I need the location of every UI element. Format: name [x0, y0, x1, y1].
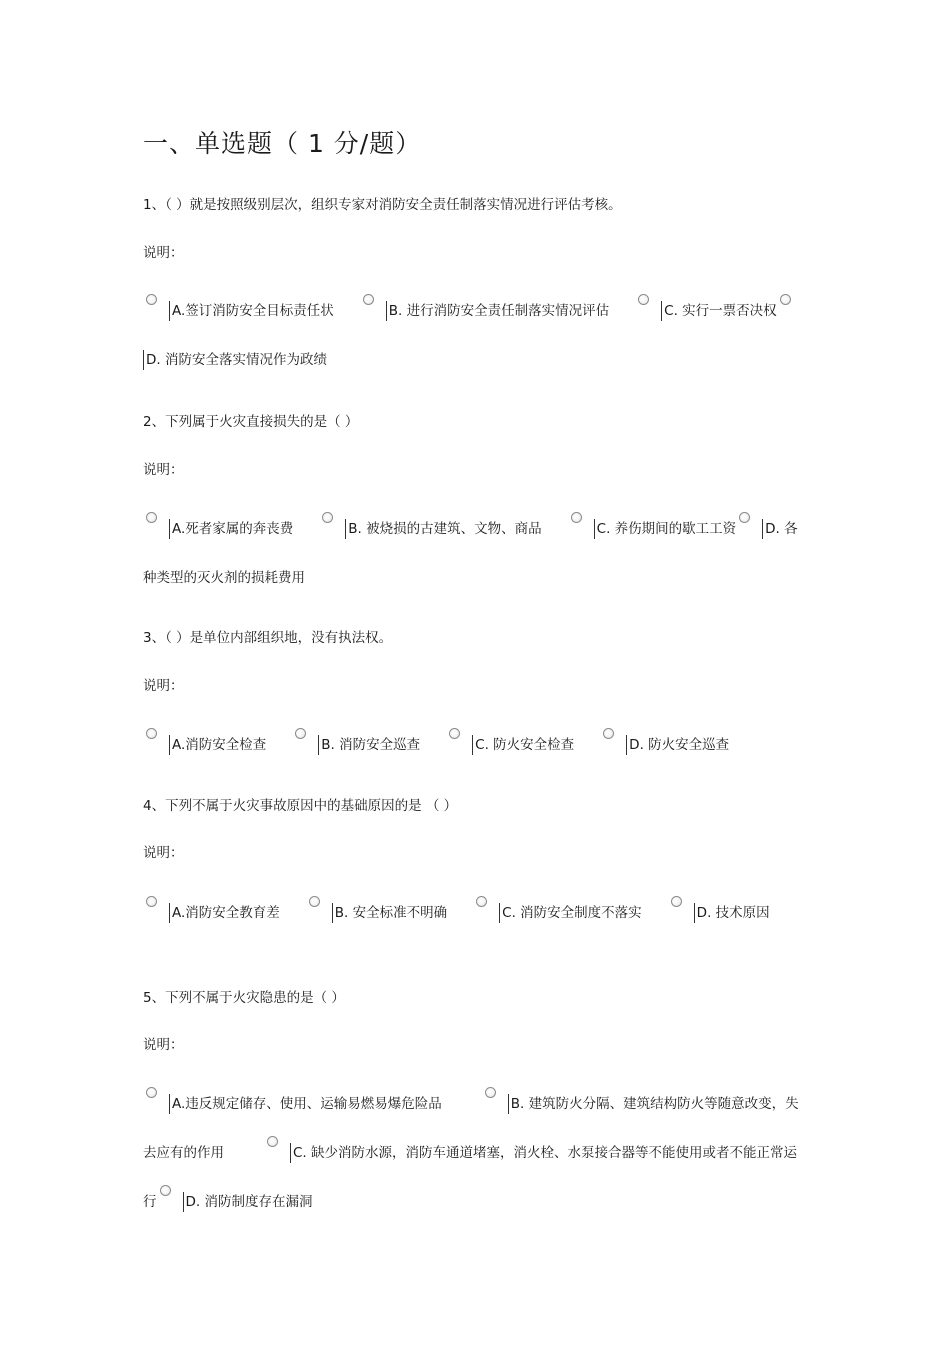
radio-button[interactable]: [638, 294, 649, 305]
option-label: D. 技术原因: [696, 905, 770, 921]
option-label: B. 被烧损的古建筑、文物、商品: [348, 521, 542, 537]
option-label: C. 养伤期间的歇工工资: [596, 521, 737, 537]
option-divider: [345, 519, 346, 539]
option-label: D. 消防制度存在漏洞: [185, 1194, 313, 1210]
option-b[interactable]: [306, 905, 447, 921]
option-c[interactable]: [446, 737, 574, 753]
option-c[interactable]: [635, 303, 777, 319]
radio-button[interactable]: [322, 512, 333, 523]
radio-button[interactable]: [671, 896, 682, 907]
note-label: 说明：: [143, 678, 184, 694]
question-stem: 4、下列不属于火灾事故原因中的基础原因的是 （ ）: [143, 798, 458, 814]
option-c[interactable]: [568, 521, 737, 537]
option-label: A.死者家属的奔丧费: [172, 521, 294, 537]
option-divider: [169, 301, 170, 321]
option-b[interactable]: [319, 521, 541, 537]
option-label: A.消防安全检查: [172, 737, 267, 753]
option-d[interactable]: [157, 1194, 313, 1210]
option-a[interactable]: [143, 303, 334, 319]
note-label: 说明：: [143, 245, 184, 261]
option-label: D. 各种类型的灭火剂的损耗费用: [143, 521, 798, 586]
options-group: [143, 505, 803, 603]
radio-button[interactable]: [295, 728, 306, 739]
options-group: [143, 888, 803, 929]
option-divider: [169, 735, 170, 755]
section-title: 一、单选题（ 1 分/题）: [143, 129, 422, 158]
radio-button[interactable]: [309, 896, 320, 907]
option-label: B. 建筑防火分隔、建筑结构防火等随意改变，失去应有的作用: [143, 1096, 799, 1161]
radio-button[interactable]: [146, 512, 157, 523]
option-divider: [661, 301, 662, 321]
option-divider: [290, 1143, 291, 1163]
option-label: B. 进行消防安全责任制落实情况评估: [388, 303, 610, 319]
option-label: B. 消防安全巡查: [321, 737, 421, 753]
option-a[interactable]: [143, 737, 266, 753]
option-divider: [594, 519, 595, 539]
question-stem: 5、下列不属于火灾隐患的是（ ）: [143, 990, 345, 1006]
option-label: A.违反规定储存、使用、运输易燃易爆危险品: [172, 1096, 442, 1112]
option-divider: [508, 1094, 509, 1114]
radio-button[interactable]: [449, 728, 460, 739]
radio-button[interactable]: [363, 294, 374, 305]
radio-button[interactable]: [739, 512, 750, 523]
option-divider: [169, 519, 170, 539]
note-label: 说明：: [143, 1037, 184, 1053]
option-label: A.消防安全教育差: [172, 905, 280, 921]
option-divider: [183, 1192, 184, 1212]
option-label: C. 缺少消防水源，消防车通道堵塞，消火栓、水泵接合器等不能使用或者不能正常运行: [143, 1145, 798, 1210]
radio-button[interactable]: [485, 1087, 496, 1098]
radio-button[interactable]: [146, 1087, 157, 1098]
radio-button[interactable]: [780, 294, 791, 305]
option-divider: [499, 903, 500, 923]
radio-button[interactable]: [476, 896, 487, 907]
option-d[interactable]: [600, 737, 729, 753]
option-label: C. 消防安全制度不落实: [502, 905, 642, 921]
radio-button[interactable]: [146, 294, 157, 305]
option-divider: [626, 735, 627, 755]
radio-button[interactable]: [146, 728, 157, 739]
option-divider: [762, 519, 763, 539]
option-divider: [169, 903, 170, 923]
option-d[interactable]: [668, 905, 770, 921]
question-stem: 1、（ ）就是按照级别层次，组织专家对消防安全责任制落实情况进行评估考核。: [143, 197, 622, 213]
option-label: D. 消防安全落实情况作为政绩: [146, 352, 327, 368]
option-c[interactable]: [473, 905, 642, 921]
option-a[interactable]: [143, 1096, 442, 1112]
question-stem: 3、（ ）是单位内部组织地，没有执法权。: [143, 630, 393, 646]
option-a[interactable]: [143, 521, 293, 537]
radio-button[interactable]: [603, 728, 614, 739]
note-label: 说明：: [143, 462, 184, 478]
option-divider: [694, 903, 695, 923]
radio-button[interactable]: [160, 1185, 171, 1196]
option-label: B. 安全标准不明确: [334, 905, 448, 921]
option-label: C. 实行一票否决权: [664, 303, 777, 319]
question-stem: 2、下列属于火灾直接损失的是（ ）: [143, 414, 359, 430]
option-divider: [143, 350, 144, 370]
option-b[interactable]: [292, 737, 420, 753]
options-group: [143, 1080, 803, 1227]
radio-button[interactable]: [571, 512, 582, 523]
option-label: D. 防火安全巡查: [629, 737, 730, 753]
radio-button[interactable]: [267, 1136, 278, 1147]
options-group: [143, 287, 803, 385]
radio-button[interactable]: [146, 896, 157, 907]
option-a[interactable]: [143, 905, 280, 921]
options-group: [143, 721, 803, 770]
option-label: A.签订消防安全目标责任状: [172, 303, 334, 319]
option-label: C. 防火安全检查: [475, 737, 575, 753]
option-divider: [169, 1094, 170, 1114]
note-label: 说明：: [143, 845, 184, 861]
option-divider: [318, 735, 319, 755]
option-b[interactable]: [360, 303, 609, 319]
option-divider: [386, 301, 387, 321]
option-divider: [472, 735, 473, 755]
option-divider: [332, 903, 333, 923]
